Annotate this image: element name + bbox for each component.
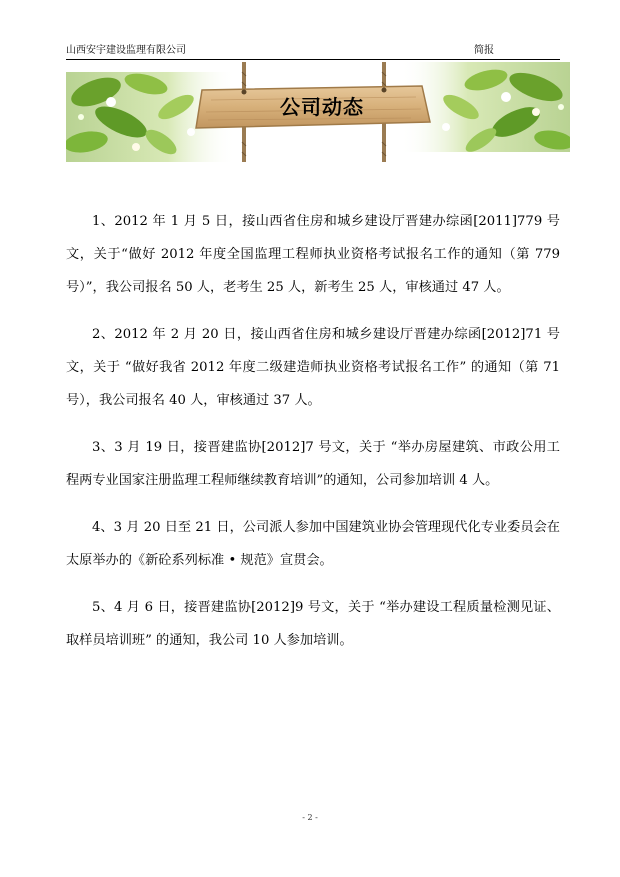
news-paragraph: 1、2012 年 1 月 5 日，接山西省住房和城乡建设厅晋建办综函[2011]779 号文，关于“做好 2012 年度全国监理工程师执业资格考试报名工作的通知（第 779 号）”，我公司报名 50 人，老考生 25 人，新考生 25 人，审核通过 47 人。 bbox=[66, 214, 560, 295]
header-rule bbox=[66, 59, 560, 60]
company-name: 山西安宇建设监理有限公司 bbox=[66, 45, 186, 56]
section-banner bbox=[66, 62, 570, 162]
page-header bbox=[66, 44, 560, 60]
news-paragraph: 5、4 月 6 日，接晋建监协[2012]9 号文，关于 “举办建设工程质量检测见证、取样员培训班” 的通知，我公司 10 人参加培训。 bbox=[66, 600, 560, 648]
page-number: - 2 - bbox=[302, 813, 318, 822]
header-label: 简报 bbox=[474, 45, 494, 56]
news-paragraph: 4、3 月 20 日至 21 日，公司派人参加中国建筑业协会管理现代化专业委员会在太原举办的《新砼系列标准 • 规范》宣贯会。 bbox=[66, 520, 560, 568]
news-paragraph: 2、2012 年 2 月 20 日，接山西省住房和城乡建设厅晋建办综函[2012]71 号文，关于 “做好我省 2012 年度二级建造师执业资格考试报名工作” 的通知（第 71 号），我公司报名 40 人，审核通过 37 人。 bbox=[66, 327, 560, 408]
news-content bbox=[66, 205, 560, 671]
news-paragraph: 3、3 月 19 日，接晋建监协[2012]7 号文，关于 “举办房屋建筑、市政公用工程两专业国家注册监理工程师继续教育培训”的通知，公司参加培训 4 人。 bbox=[66, 440, 560, 488]
banner-title: 公司动态 bbox=[280, 95, 364, 119]
